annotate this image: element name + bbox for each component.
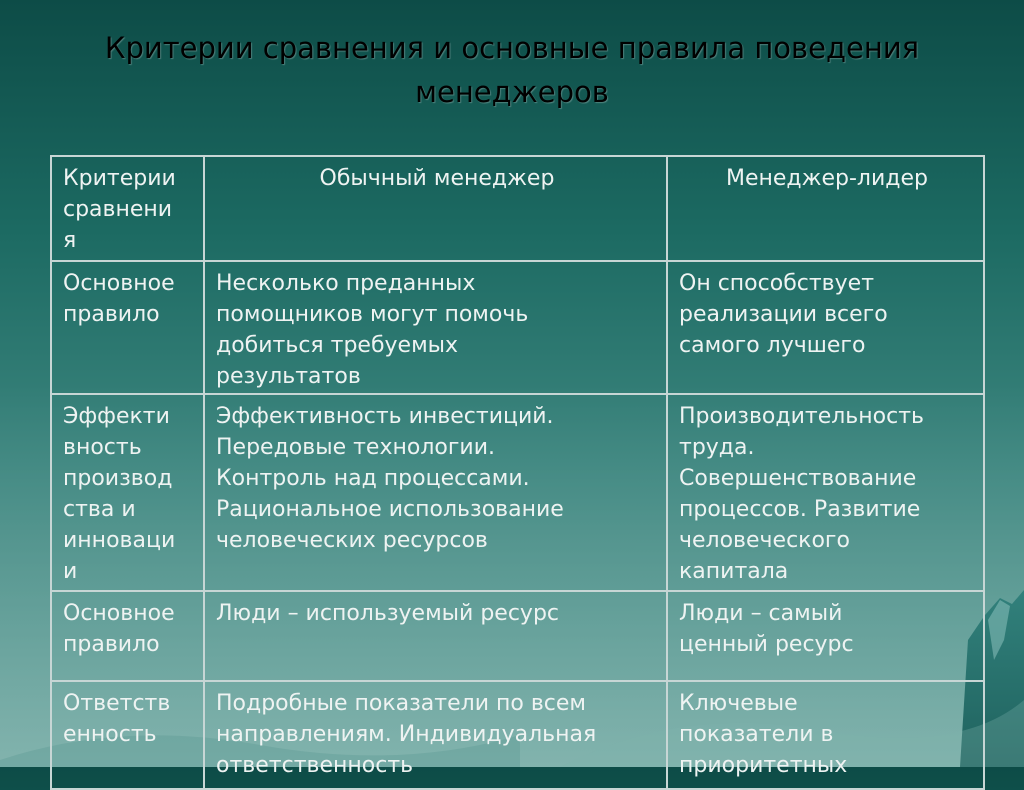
table-cell-leader [667,681,984,789]
cell-text: Подробные показатели по всем направлениям. Индивидуальная ответственность [216,691,597,778]
cell-text: Ответств енность [63,691,171,747]
table-cell-leader [667,261,984,394]
comparison-table [50,155,985,790]
table-row [51,591,984,681]
cell-text: Эффективность инвестиций. Передовые технологии. Контроль над процессами. Рациональное использование человеческих ресурсов [216,404,564,553]
slide-title [40,26,984,114]
cell-text: Он способствует реализации всего самого лучшего [679,271,888,358]
table-row [51,394,984,591]
cell-text: Основное правило [63,601,175,657]
table-cell-leader [667,394,984,591]
header-cell-manager-leader [667,156,984,261]
header-ordinary-manager-text: Обычный менеджер [319,166,555,191]
table-header-row [51,156,984,261]
cell-text: Несколько преданных помощников могут помочь добиться требуемых результатов [216,271,529,389]
slide-title-line-2: менеджеров [415,75,609,109]
table-cell-criteria [51,261,204,394]
slide-title-line-1: Критерии сравнения и основные правила поведения [104,31,920,65]
cell-text: Люди – самый ценный ресурс [679,601,854,657]
table-cell-ordinary [204,394,667,591]
header-criteria-text: Критерии сравнени я [63,166,176,253]
table-cell-criteria [51,591,204,681]
cell-text: Основное правило [63,271,175,327]
table-cell-ordinary [204,591,667,681]
header-manager-leader-text: Менеджер-лидер [726,166,928,191]
table-cell-leader [667,591,984,681]
table-row [51,261,984,394]
cell-text: Эффекти вность производ ства и инноваци и [63,404,176,584]
table-cell-ordinary [204,261,667,394]
header-cell-ordinary-manager [204,156,667,261]
cell-text: Производительность труда. Совершенствование процессов. Развитие человеческого капитала [679,404,924,584]
cell-text: Ключевые показатели в приоритетных [679,691,848,778]
table-cell-ordinary [204,681,667,789]
cell-text: Люди – используемый ресурс [216,601,560,626]
header-cell-criteria [51,156,204,261]
table-cell-criteria [51,394,204,591]
table-cell-criteria [51,681,204,789]
table-row [51,681,984,789]
